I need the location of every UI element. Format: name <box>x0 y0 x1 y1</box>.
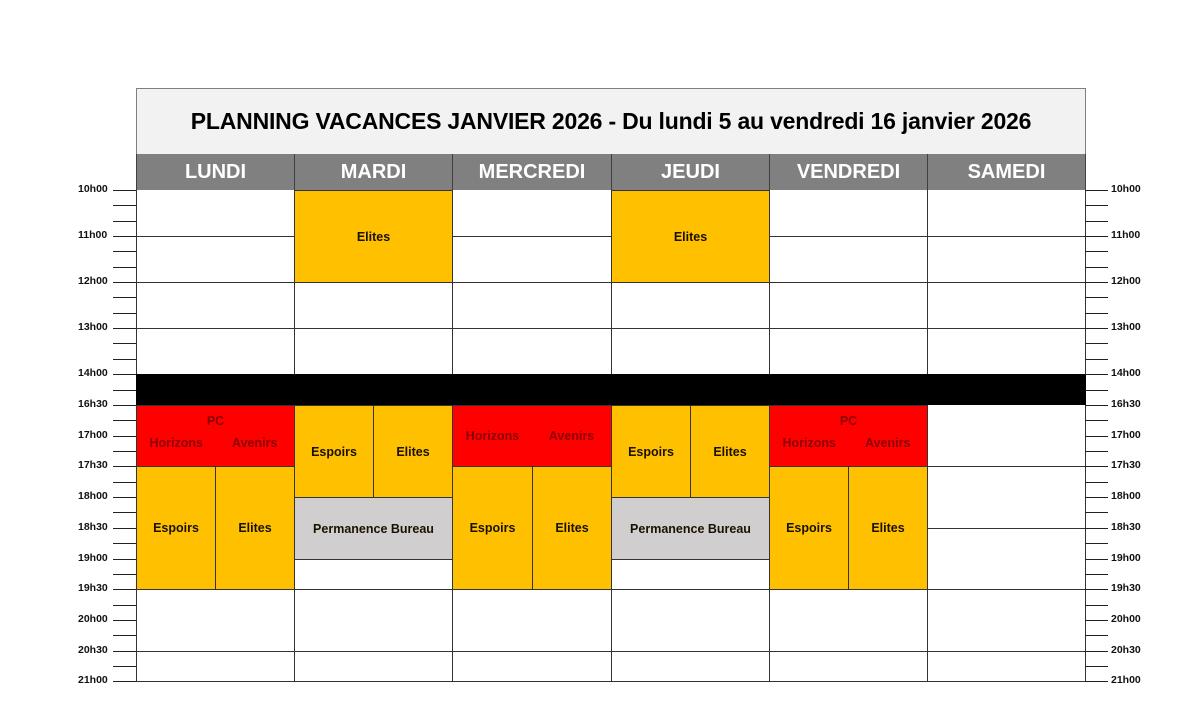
time-label-left: 20h00 <box>78 613 108 625</box>
time-label-left: 11h00 <box>78 229 108 241</box>
time-label-right: 20h30 <box>1111 644 1141 656</box>
gridline <box>611 589 769 590</box>
tick-major-left <box>113 328 136 329</box>
time-label-right: 17h00 <box>1111 429 1141 441</box>
event-pc[interactable] <box>769 405 928 467</box>
tick-minor-right <box>1085 666 1108 667</box>
time-label-right: 19h00 <box>1111 552 1141 564</box>
tick-major-left <box>113 374 136 375</box>
gridline <box>294 589 452 590</box>
tick-major-right <box>1085 620 1108 621</box>
tick-minor-right <box>1085 543 1108 544</box>
tick-major-left <box>113 405 136 406</box>
event-label: Elites <box>238 521 272 535</box>
tick-minor-right <box>1085 512 1108 513</box>
event-label: Espoirs <box>311 444 357 459</box>
tick-major-left <box>113 190 136 191</box>
event-label: Espoirs <box>469 521 516 535</box>
time-label-right: 18h30 <box>1111 521 1141 533</box>
gridline <box>927 528 1085 529</box>
day-header-lundi: LUNDI <box>136 154 295 190</box>
event-label: Elites <box>396 444 430 459</box>
gridline <box>136 328 294 329</box>
time-label-left: 13h00 <box>78 321 108 333</box>
gridline <box>136 236 294 237</box>
tick-major-left <box>113 497 136 498</box>
event-label: Elites <box>713 444 747 459</box>
gridline <box>769 328 927 329</box>
event-espoirs[interactable] <box>769 466 849 590</box>
tick-major-left <box>113 466 136 467</box>
tick-major-left <box>113 681 136 682</box>
tick-minor-right <box>1085 635 1108 636</box>
event-sub-label-horizons: Horizons <box>149 436 203 450</box>
event-elites[interactable] <box>215 466 295 590</box>
tick-minor-left <box>113 313 136 314</box>
event-label: Elites <box>356 229 391 244</box>
tick-major-right <box>1085 328 1108 329</box>
tick-minor-right <box>1085 451 1108 452</box>
tick-minor-right <box>1085 574 1108 575</box>
event-elites[interactable] <box>848 466 928 590</box>
tick-major-left <box>113 559 136 560</box>
tick-minor-right <box>1085 343 1108 344</box>
event-espoirs[interactable] <box>294 405 374 498</box>
tick-major-left <box>113 236 136 237</box>
tick-minor-left <box>113 512 136 513</box>
event-label: Espoirs <box>628 444 674 459</box>
gridline <box>769 236 927 237</box>
tick-minor-left <box>113 205 136 206</box>
day-header-mercredi: MERCREDI <box>452 154 612 190</box>
event-elites[interactable] <box>690 405 770 498</box>
event-sub-label-avenirs: Avenirs <box>865 436 911 450</box>
tick-minor-left <box>113 343 136 344</box>
tick-major-left <box>113 436 136 437</box>
time-label-left: 16h30 <box>78 398 108 410</box>
time-label-left: 19h00 <box>78 552 108 564</box>
tick-major-left <box>113 282 136 283</box>
event-elites[interactable] <box>294 190 453 283</box>
tick-minor-right <box>1085 420 1108 421</box>
tick-minor-left <box>113 221 136 222</box>
event-label: Permanence Bureau <box>313 521 434 536</box>
gridline <box>611 328 769 329</box>
break-band <box>136 374 1086 405</box>
tick-minor-right <box>1085 390 1108 391</box>
event-pc[interactable] <box>136 405 295 467</box>
tick-minor-right <box>1085 605 1108 606</box>
tick-minor-right <box>1085 221 1108 222</box>
day-header-vendredi: VENDREDI <box>769 154 928 190</box>
tick-major-right <box>1085 497 1108 498</box>
time-label-left: 18h00 <box>78 490 108 502</box>
tick-major-left <box>113 528 136 529</box>
tick-minor-left <box>113 267 136 268</box>
gridline <box>452 282 611 283</box>
tick-minor-left <box>113 635 136 636</box>
tick-major-left <box>113 651 136 652</box>
tick-major-right <box>1085 528 1108 529</box>
time-label-right: 21h00 <box>1111 674 1141 686</box>
event-sub-label-avenirs: Avenirs <box>232 436 278 450</box>
gridline <box>452 328 611 329</box>
time-label-left: 10h00 <box>78 183 108 195</box>
tick-minor-left <box>113 390 136 391</box>
time-label-left: 19h30 <box>78 582 108 594</box>
event-sub-label-horizons: Horizons <box>782 436 836 450</box>
gridline <box>136 651 294 652</box>
gridline <box>452 236 611 237</box>
time-label-left: 17h30 <box>78 459 108 471</box>
tick-minor-right <box>1085 251 1108 252</box>
event-label: Elites <box>871 521 905 535</box>
time-label-left: 21h00 <box>78 674 108 686</box>
tick-major-right <box>1085 466 1108 467</box>
time-label-left: 18h30 <box>78 521 108 533</box>
schedule-grid <box>136 190 1085 681</box>
tick-major-right <box>1085 651 1108 652</box>
event-label: Espoirs <box>153 521 199 535</box>
tick-minor-right <box>1085 205 1108 206</box>
gridline <box>294 651 452 652</box>
event-espoirs[interactable] <box>611 405 691 498</box>
tick-minor-left <box>113 605 136 606</box>
tick-minor-left <box>113 451 136 452</box>
gridline <box>927 466 1085 467</box>
gridline <box>611 651 769 652</box>
event-espoirs[interactable] <box>136 466 216 590</box>
time-label-right: 16h30 <box>1111 398 1141 410</box>
tick-minor-left <box>113 574 136 575</box>
tick-minor-left <box>113 543 136 544</box>
gridline <box>927 651 1085 652</box>
gridline <box>769 681 927 682</box>
tick-minor-right <box>1085 297 1108 298</box>
event-label: Elites <box>673 229 708 244</box>
tick-minor-left <box>113 297 136 298</box>
event-top-label-pc: PC <box>839 414 858 428</box>
time-label-right: 19h30 <box>1111 582 1141 594</box>
time-label-right: 14h00 <box>1111 367 1141 379</box>
time-label-left: 14h00 <box>78 367 108 379</box>
event-label: Elites <box>555 521 589 535</box>
gridline <box>927 236 1085 237</box>
tick-minor-right <box>1085 313 1108 314</box>
gridline <box>769 282 927 283</box>
tick-minor-right <box>1085 482 1108 483</box>
gridline <box>927 282 1085 283</box>
event-espoirs[interactable] <box>452 466 533 590</box>
tick-minor-left <box>113 482 136 483</box>
gridline <box>611 681 769 682</box>
title-bar <box>136 88 1086 155</box>
event-permanence-bureau[interactable] <box>294 497 453 560</box>
tick-minor-left <box>113 359 136 360</box>
time-label-right: 10h00 <box>1111 183 1141 195</box>
event-elites[interactable] <box>611 190 770 283</box>
gridline <box>136 282 294 283</box>
tick-major-right <box>1085 436 1108 437</box>
tick-major-right <box>1085 374 1108 375</box>
time-label-right: 12h00 <box>1111 275 1141 287</box>
event-elites[interactable] <box>532 466 612 590</box>
gridline <box>927 589 1085 590</box>
gridline <box>452 651 611 652</box>
tick-minor-left <box>113 251 136 252</box>
gridline <box>294 681 452 682</box>
tick-major-right <box>1085 681 1108 682</box>
tick-major-left <box>113 620 136 621</box>
gridline <box>927 681 1085 682</box>
event-sub-label-avenirs: Avenirs <box>548 429 595 443</box>
time-label-left: 20h30 <box>78 644 108 656</box>
tick-major-left <box>113 589 136 590</box>
time-label-right: 17h30 <box>1111 459 1141 471</box>
time-label-right: 20h00 <box>1111 613 1141 625</box>
page-title: PLANNING VACANCES JANVIER 2026 - Du lundi 5 au vendredi 16 janvier 2026 <box>190 108 1032 134</box>
event-label: Espoirs <box>786 521 832 535</box>
tick-minor-right <box>1085 359 1108 360</box>
tick-major-right <box>1085 405 1108 406</box>
day-header-jeudi: JEUDI <box>611 154 770 190</box>
event-sub-label-horizons: Horizons <box>465 429 520 443</box>
time-label-left: 17h00 <box>78 429 108 441</box>
gridline <box>769 651 927 652</box>
time-label-right: 11h00 <box>1111 229 1141 241</box>
tick-major-right <box>1085 282 1108 283</box>
day-header-mardi: MARDI <box>294 154 453 190</box>
gridline <box>452 681 611 682</box>
tick-minor-left <box>113 666 136 667</box>
gridline <box>294 328 452 329</box>
tick-major-right <box>1085 190 1108 191</box>
event-top-label-pc: PC <box>206 414 225 428</box>
tick-minor-left <box>113 420 136 421</box>
tick-major-right <box>1085 559 1108 560</box>
day-header-samedi: SAMEDI <box>927 154 1086 190</box>
gridline <box>927 328 1085 329</box>
time-label-left: 12h00 <box>78 275 108 287</box>
tick-major-right <box>1085 589 1108 590</box>
event-session[interactable] <box>452 405 612 467</box>
gridline <box>136 681 294 682</box>
event-label: Permanence Bureau <box>630 521 751 536</box>
time-label-right: 13h00 <box>1111 321 1141 333</box>
tick-minor-right <box>1085 267 1108 268</box>
event-permanence-bureau[interactable] <box>611 497 770 560</box>
tick-major-right <box>1085 236 1108 237</box>
event-elites[interactable] <box>373 405 453 498</box>
time-label-right: 18h00 <box>1111 490 1141 502</box>
